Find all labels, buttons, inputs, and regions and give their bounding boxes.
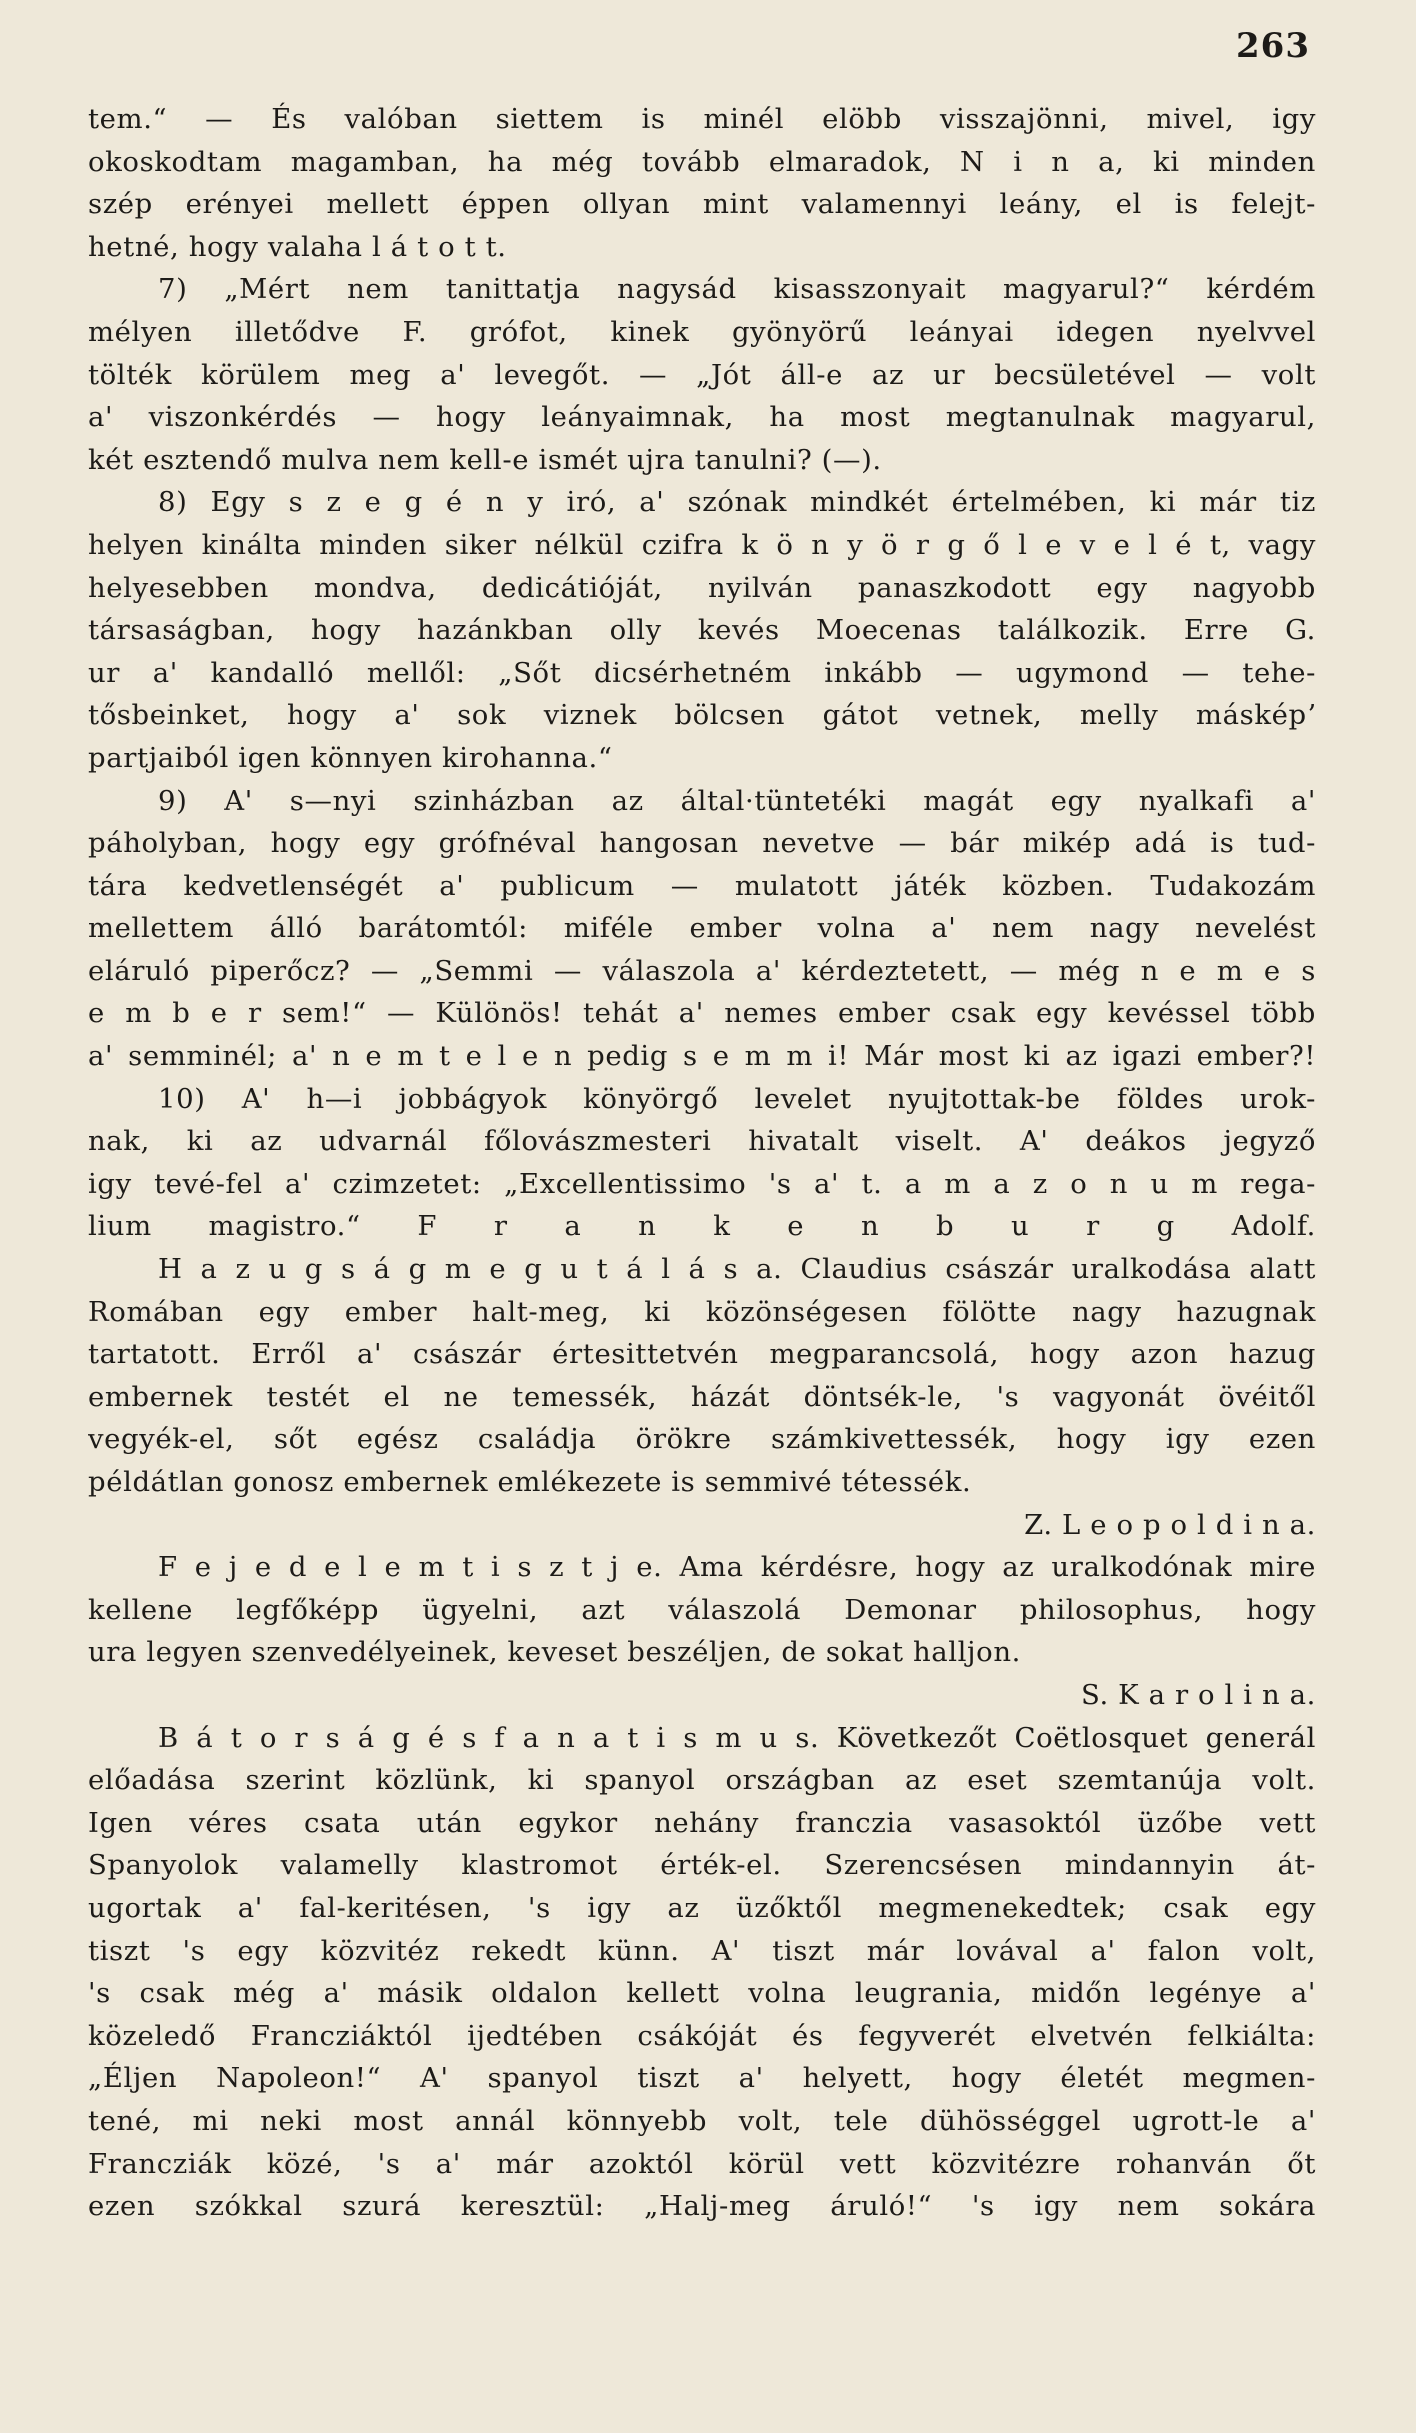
text-line: példátlan gonosz embernek emlékezete is semmivé tétessék. bbox=[88, 1466, 972, 1498]
text-line: kellene legfőképp ügyelni, azt válaszolá Demonar philosophus, hogy bbox=[88, 1593, 1316, 1626]
text-line: Igen véres csata után egykor nehány franczia vasasoktól üzőbe vett bbox=[88, 1806, 1316, 1839]
text-line: tem.“ — És valóban siettem is minél elöbb visszajönni, mivel, igy bbox=[88, 103, 1316, 135]
text-line: mélyen illetődve F. grófot, kinek gyönyörű leányai idegen nyelvvel bbox=[88, 315, 1316, 348]
text-line: nak, ki az udvarnál főlovászmesteri hivatalt viselt. A' deákos jegyző bbox=[88, 1125, 1316, 1158]
text-line: előadása szerint közlünk, ki spanyol országban az eset szemtanúja volt. bbox=[88, 1764, 1316, 1797]
text-line: a' viszonkérdés — hogy leányaimnak, ha most megtanulnak magyarul, bbox=[88, 401, 1316, 434]
text-line: okoskodtam magamban, ha még tovább elmaradok, N i n a, ki minden bbox=[88, 145, 1316, 178]
text-line: a' semminél; a' n e m t e l e n pedig s e m m i! Már most ki az igazi ember?! bbox=[88, 1040, 1316, 1073]
text-line: tartatott. Erről a' császár értesittetvén megparancsolá, hogy azon hazug bbox=[88, 1338, 1316, 1371]
text-line: tősbeinket, hogy a' sok viznek bölcsen gátot vetnek, melly másképʼ bbox=[88, 699, 1316, 732]
text-line: Spanyolok valamelly klastromot érték-el. Szerencsésen mindannyin át- bbox=[88, 1849, 1316, 1882]
text-line: 10) A' h—i jobbágyok könyörgő levelet nyujtottak-be földes urok- bbox=[158, 1082, 1316, 1115]
text-line: 9) A' s—nyi szinházban az által·tüntetéki magát egy nyalkafi a' bbox=[158, 784, 1316, 817]
text-line: ezen szókkal szurá keresztül: „Halj-meg áruló!“ 's igy nem sokára bbox=[88, 2190, 1316, 2223]
page-number: 263 bbox=[1236, 26, 1310, 66]
text-line: ur a' kandalló mellől: „Sőt dicsérhetném inkább — ugymond — tehe- bbox=[88, 656, 1316, 689]
text-line: 7) „Mért nem tanittatja nagysád kisasszonyait magyarul?“ kérdém bbox=[158, 273, 1316, 306]
text-line: H a z u g s á g m e g u t á l á s a. Claudius császár uralkodása alatt bbox=[158, 1253, 1316, 1286]
text-line: tiszt 's egy közvitéz rekedt künn. A' tiszt már lovával a' falon volt, bbox=[88, 1934, 1316, 1967]
text-line: eláruló piperőcz? — „Semmi — válaszola a' kérdeztetett, — még n e m e s bbox=[88, 954, 1316, 987]
text-line: F e j e d e l e m t i s z t j e. Ama kérdésre, hogy az uralkodónak mire bbox=[158, 1551, 1316, 1584]
text-line: 's csak még a' másik oldalon kellett volna leugrania, midőn legénye a' bbox=[88, 1977, 1316, 2010]
text-line: tölték körülem meg a' levegőt. — „Jót áll-e az ur becsületével — volt bbox=[88, 358, 1316, 391]
text-line: ugortak a' fal-keritésen, 's igy az üzőktől megmenekedtek; csak egy bbox=[88, 1891, 1316, 1924]
text-line: közeledő Francziáktól ijedtében csákóját és fegyverét elvetvén felkiálta: bbox=[88, 2019, 1316, 2052]
text-line: szép erényei mellett éppen ollyan mint valamennyi leány, el is felejt- bbox=[88, 188, 1316, 221]
text-line: páholyban, hogy egy grófnéval hangosan nevetve — bár mikép adá is tud- bbox=[88, 827, 1316, 860]
text-line: B á t o r s á g é s f a n a t i s m u s. Következőt Coëtlosquet generál bbox=[158, 1721, 1316, 1754]
text-line: igy tevé-fel a' czimzetet: „Excellentissimo 's a' t. a m a z o n u m rega- bbox=[88, 1167, 1316, 1200]
text-line: embernek testét el ne temessék, házát döntsék-le, 's vagyonát övéitől bbox=[88, 1380, 1316, 1413]
signature-line: S. K a r o l i n a. bbox=[1080, 1678, 1316, 1711]
signature-line: Z. L e o p o l d i n a. bbox=[1024, 1508, 1316, 1541]
text-line: tené, mi neki most annál könnyebb volt, tele dühösséggel ugrott-le a' bbox=[88, 2104, 1316, 2137]
text-line: mellettem álló barátomtól: miféle ember volna a' nem nagy nevelést bbox=[88, 912, 1316, 945]
text-line: két esztendő mulva nem kell-e ismét ujra tanulni? (—). bbox=[88, 443, 882, 476]
page-text bbox=[88, 98, 1316, 2228]
text-line: partjaiból igen könnyen kirohanna.“ bbox=[88, 741, 613, 774]
text-line: helyen kinálta minden siker nélkül czifra k ö n y ö r g ő l e v e l é t, vagy bbox=[88, 528, 1316, 561]
text-line: Francziák közé, 's a' már azoktól körül vett közvitézre rohanván őt bbox=[88, 2147, 1316, 2180]
text-line: Romában egy ember halt-meg, ki közönségesen fölötte nagy hazugnak bbox=[88, 1295, 1316, 1328]
text-line: 8) Egy s z e g é n y iró, a' szónak mindkét értelmében, ki már tiz bbox=[158, 486, 1316, 519]
text-line: vegyék-el, sőt egész családja örökre számkivettessék, hogy igy ezen bbox=[88, 1423, 1316, 1456]
text-line: tára kedvetlenségét a' publicum — mulatott játék közben. Tudakozám bbox=[88, 869, 1316, 902]
text-line: lium magistro.“ F r a n k e n b u r g Adolf. bbox=[88, 1210, 1316, 1243]
text-line: társaságban, hogy hazánkban olly kevés Moecenas találkozik. Erre G. bbox=[88, 614, 1316, 647]
text-line: „Éljen Napoleon!“ A' spanyol tiszt a' helyett, hogy életét megmen- bbox=[88, 2062, 1316, 2095]
text-line: helyesebben mondva, dedicátióját, nyilván panaszkodott egy nagyobb bbox=[88, 571, 1316, 604]
text-line: ura legyen szenvedélyeinek, keveset beszéljen, de sokat halljon. bbox=[88, 1636, 1021, 1669]
text-line: hetné, hogy valaha l á t o t t. bbox=[88, 230, 507, 263]
text-line: e m b e r sem!“ — Különös! tehát a' nemes ember csak egy kevéssel több bbox=[88, 997, 1316, 1030]
